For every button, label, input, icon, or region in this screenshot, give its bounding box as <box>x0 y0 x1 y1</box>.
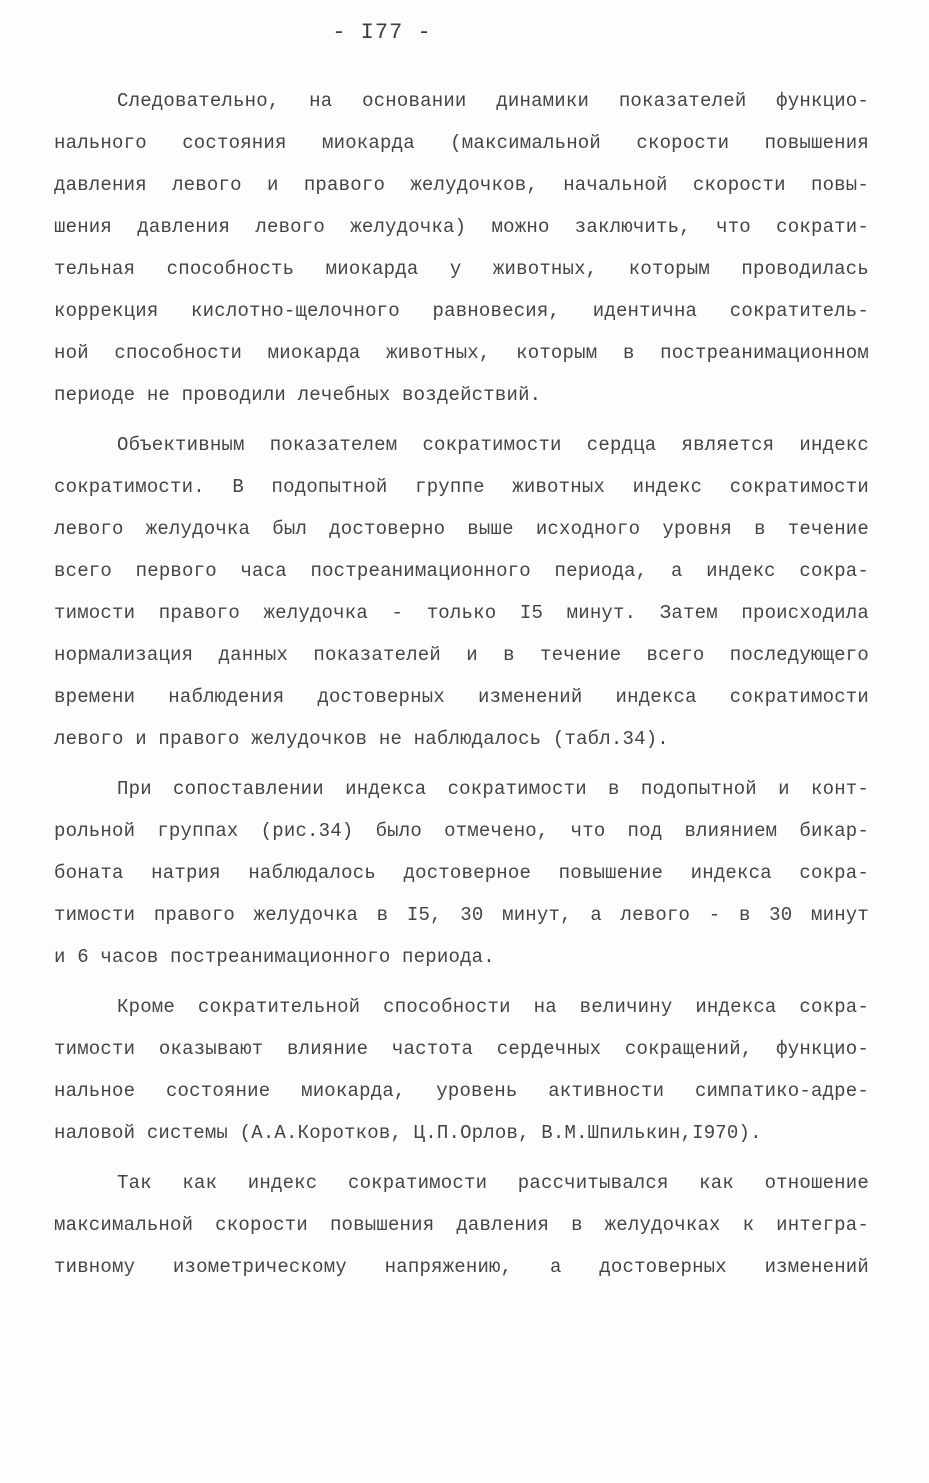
text-line: Объективным показателем сократимости сердца является индекс <box>117 434 869 456</box>
text-line: Кроме сократительной способности на величину индекса сокра- <box>117 996 869 1018</box>
paragraph-3 <box>54 768 869 978</box>
text-line: левого и правого желудочков не наблюдалось (табл.34). <box>54 728 669 750</box>
text-line: сократимости. В подопытной группе животных индекс сократимости <box>54 476 869 498</box>
text-line: и 6 часов постреанимационного периода. <box>54 946 495 968</box>
text-line: шения давления левого желудочка) можно заключить, что сократи- <box>54 216 869 238</box>
page-number: - I77 - <box>332 20 432 45</box>
text-line: коррекция кислотно-щелочного равновесия, идентична сократитель- <box>54 300 869 322</box>
text-line: нальное состояние миокарда, уровень активности симпатико-адре- <box>54 1080 869 1102</box>
text-line: боната натрия наблюдалось достоверное повышение индекса сокра- <box>54 862 869 884</box>
text-line: времени наблюдения достоверных изменений индекса сократимости <box>54 686 869 708</box>
text-line: тивному изометрическому напряжению, а достоверных изменений <box>54 1256 869 1278</box>
text-line: тельная способность миокарда у животных, которым проводилась <box>54 258 869 280</box>
text-line: максимальной скорости повышения давления в желудочках к интегра- <box>54 1214 869 1236</box>
paragraph-5 <box>54 1162 869 1288</box>
paragraph-2 <box>54 424 869 760</box>
text-line: тимости правого желудочка - только I5 минут. Затем происходила <box>54 602 869 624</box>
text-line: ной способности миокарда животных, которым в постреанимационном <box>54 342 869 364</box>
text-line: периоде не проводили лечебных воздействий. <box>54 384 542 406</box>
paragraph-1 <box>54 80 869 416</box>
body-text <box>54 80 869 1296</box>
text-line: нормализация данных показателей и в течение всего последующего <box>54 644 869 666</box>
text-line: Так как индекс сократимости рассчитывался как отношение <box>117 1172 869 1194</box>
text-line: тимости правого желудочка в I5, 30 минут, а левого - в 30 минут <box>54 904 869 926</box>
text-line: наловой системы (А.А.Коротков, Ц.П.Орлов, В.М.Шпилькин,I970). <box>54 1122 762 1144</box>
paragraph-4 <box>54 986 869 1154</box>
text-line: тимости оказывают влияние частота сердечных сокращений, функцио- <box>54 1038 869 1060</box>
text-line: давления левого и правого желудочков, начальной скорости повы- <box>54 174 869 196</box>
text-line: нального состояния миокарда (максимальной скорости повышения <box>54 132 869 154</box>
text-line: Следовательно, на основании динамики показателей функцио- <box>117 90 869 112</box>
text-line: рольной группах (рис.34) было отмечено, что под влиянием бикар- <box>54 820 869 842</box>
text-line: При сопоставлении индекса сократимости в подопытной и конт- <box>117 778 869 800</box>
text-line: всего первого часа постреанимационного периода, а индекс сокра- <box>54 560 869 582</box>
text-line: левого желудочка был достоверно выше исходного уровня в течение <box>54 518 869 540</box>
